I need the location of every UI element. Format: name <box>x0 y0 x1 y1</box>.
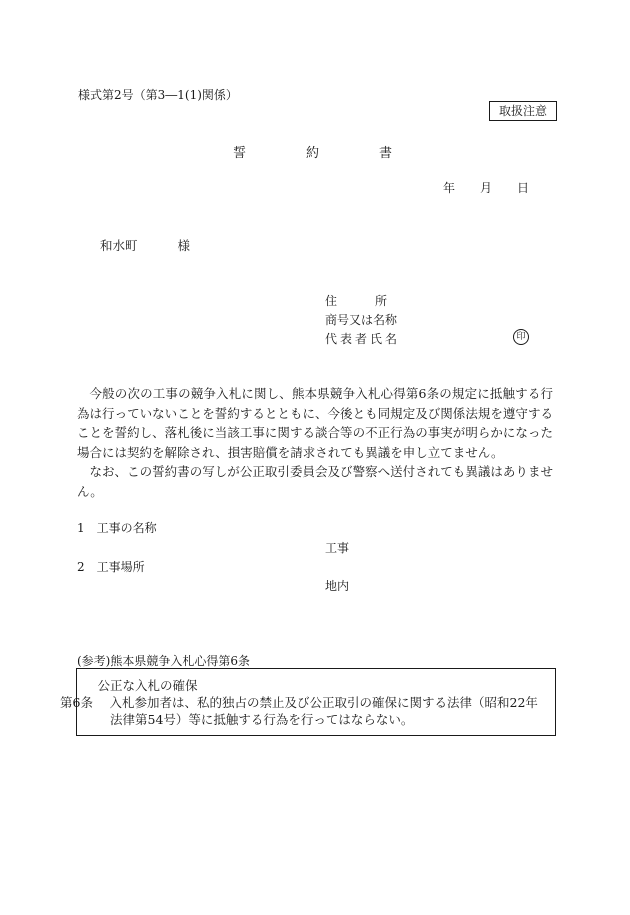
reference-article-number: 第6条 <box>60 695 93 710</box>
reference-box <box>60 668 556 736</box>
handling-caution-stamp: 取扱注意 <box>489 101 557 121</box>
title-char-1: 誓 <box>233 146 247 161</box>
reference-article <box>60 694 547 728</box>
item-construction-site-label: 2 工事場所 <box>77 560 145 574</box>
address-char-2: 所 <box>375 294 388 308</box>
addressee-honorific: 様 <box>177 238 191 253</box>
seal-icon: 印 <box>513 329 529 345</box>
reference-heading: 公正な入札の確保 <box>97 678 198 693</box>
date-day-label: 日 <box>517 181 530 195</box>
signatory-company-label: 商号又は名称 <box>325 313 398 327</box>
date-line <box>443 179 529 196</box>
signatory-address-label <box>325 292 395 309</box>
addressee <box>100 236 190 254</box>
item-construction-name-value: 工事 <box>325 541 350 555</box>
item-construction-name-label: 1 工事の名称 <box>77 521 157 535</box>
item-construction-site-value: 地内 <box>325 579 350 593</box>
title-char-2: 約 <box>306 146 320 161</box>
date-month-label: 月 <box>480 181 493 195</box>
form-number: 様式第2号（第3―1(1)関係） <box>78 88 238 102</box>
pledge-paragraph-1: 今般の次の工事の競争入札に関し、熊本県競争入札心得第6条の規定に抵触する行為は行っていないことを誓約するとともに、今後とも同規定及び関係法規を遵守することを誓約し、落札後に当該工事に関する談合等の不正行為の事実が明らかになった場合には契約を解除され、損害賠償を請求されても異議を申し立てません。 <box>77 386 553 460</box>
address-char-1: 住 <box>325 294 338 308</box>
date-year-label: 年 <box>443 181 456 195</box>
signatory-representative-label: 代表者氏名 <box>325 332 401 346</box>
reference-title: (参考)熊本県競争入札心得第6条 <box>77 654 250 668</box>
addressee-name: 和水町 <box>100 238 138 253</box>
reference-article-text: 入札参加者は、私的独占の禁止及び公正取引の確保に関する法律（昭和22年法律第54号）等に抵触する行為を行ってはならない。 <box>109 695 538 727</box>
title-char-3: 書 <box>379 146 393 161</box>
pledge-body <box>77 384 553 501</box>
pledge-paragraph-2: なお、この誓約書の写しが公正取引委員会及び警察へ送付されても異議はありません。 <box>77 464 553 499</box>
document-title <box>233 142 392 161</box>
